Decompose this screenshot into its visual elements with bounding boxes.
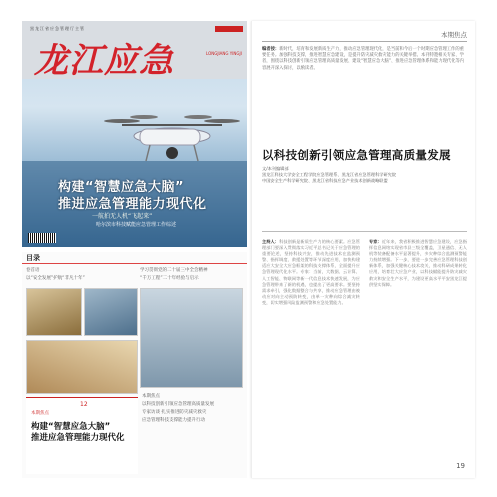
toc-item[interactable]: 应急管理科技支撑能力提升行动 (142, 418, 205, 423)
article-title: 以科技创新引领应急管理高质量发展 (262, 148, 451, 162)
editor-note (262, 47, 467, 72)
cover-headline-2: 推进应急管理能力现代化 (58, 197, 207, 212)
toc-item[interactable]: 卷首语 (26, 268, 40, 273)
cover-tag: 黑龙江省应急管理厅主管 (30, 26, 85, 31)
byline-line: 中国安全生产科学研究院、黑龙江省科技应急产业技术创新战略联盟 (262, 178, 388, 183)
toc-item[interactable]: 本期焦点 (142, 394, 160, 399)
toc-item[interactable]: 专家访谈 扎实推进防灾减灾救灾 (142, 410, 207, 415)
cover-headline-1: 构建“智慧应急大脑” (58, 180, 185, 195)
toc-thumbnail (26, 340, 138, 394)
toc-feature-label: 本期焦点 (31, 411, 49, 416)
byline-line: 文/本刊编辑部 (262, 166, 289, 171)
cover-subtitle-2: 哈尔滨市科技赋能应急管理工作综述 (96, 222, 177, 228)
magazine-cover (22, 21, 247, 247)
speaker-label: 主持人： (262, 239, 280, 244)
byline-line: 黑龙江科技大学安全工程学院应急管理系、黑龙江省应急管理科学研究院 (262, 172, 397, 177)
editor-note-label: 编者按： (262, 47, 280, 52)
cover-title: 龙江应急 (34, 41, 174, 81)
article-column-left (262, 239, 360, 306)
section-header: 本期焦点 (441, 31, 467, 39)
toc-feature-headline-2: 推进应急管理能力现代化 (31, 433, 125, 443)
body-divider (262, 231, 467, 232)
header-divider (262, 41, 467, 42)
page-number: 19 (456, 462, 465, 470)
barcode-icon (28, 233, 56, 243)
article-column-right (369, 239, 467, 288)
toc-item[interactable]: 以“安全发展”护航“非凡十年” (26, 276, 85, 281)
column-text: 科技创新是新质生产力的核心要素。应急管理部门要深入贯彻落实习近平总书记关于应急管理的重要论述，坚持科技兴安，推动先进技术在监测预警、指挥调度、救援处置等环节深度应用，加快构建适应大安全大应急框架的科技支撑体系，全面提升应急管理现代化水平。专家：当前，大数据、云计算、人工智能、物联网等新一代信息技术快速发展，为应急管理带来了新的机遇，也提出了更高要求。要坚持需求牵引，强化数据整合与共享，推动应急管理由被动应对向主动预防转变，由单一灾种向综合减灾转变，切实增强风险监测预警和应急处置能力。 (262, 239, 360, 305)
article-page (251, 21, 475, 478)
toc-item[interactable]: 以科技创新引领应急管理高质量发展 (142, 402, 214, 407)
speaker-label: 专家： (369, 239, 382, 244)
toc-item[interactable]: 学习贯彻党的二十届三中全会精神 (140, 268, 208, 273)
column-text: 近年来，我省积极推进智慧应急建设，应急指挥信息网络实现省市县三级全覆盖，卫星通信、无人机等装备配备水平显著提升，多灾种综合监测预警能力持续增强。下一步，要进一步完善应急管理科技创新体系，加强关键核心技术攻关，推动科研成果转化应用，培育壮大应急产业，以科技赋能提升防灾减灾救灾和安全生产水平，为建设更高水平平安黑龙江提供坚实保障。 (369, 239, 467, 287)
table-of-contents (22, 252, 247, 478)
toc-feature-box[interactable] (26, 397, 138, 474)
cover-subtitle-1: 一航拍无人机“飞起来” (92, 213, 153, 220)
toc-thumbnail (140, 288, 243, 388)
toc-header (22, 252, 247, 264)
toc-thumbnail (84, 288, 138, 336)
toc-feature-page: 12 (80, 401, 88, 408)
article-byline (262, 166, 467, 184)
editor-note-text: 新时代，培育和发展新质生产力，推动应急管理现代化，是当前和今后一个时期应急管理工作的重要任务。加强科技支撑，推进智慧应急建设，是提升防灾减灾救灾能力的关键举措。本刊特邀相关专家、学者，围绕以科技创新引领应急管理高质量发展、建设“智慧应急大脑”、推进应急管理体系和能力现代化等内容展开深入探讨，以飨读者。 (262, 47, 465, 71)
toc-thumbnail (26, 288, 82, 336)
toc-heading: 目录 (26, 254, 40, 262)
cover-title-en: LONGJIANG YINGJI (206, 51, 242, 56)
toc-feature-headline-1: 构建“智慧应急大脑” (31, 422, 111, 432)
toc-item[interactable]: “千万工程”二十年经验与启示 (140, 276, 199, 281)
